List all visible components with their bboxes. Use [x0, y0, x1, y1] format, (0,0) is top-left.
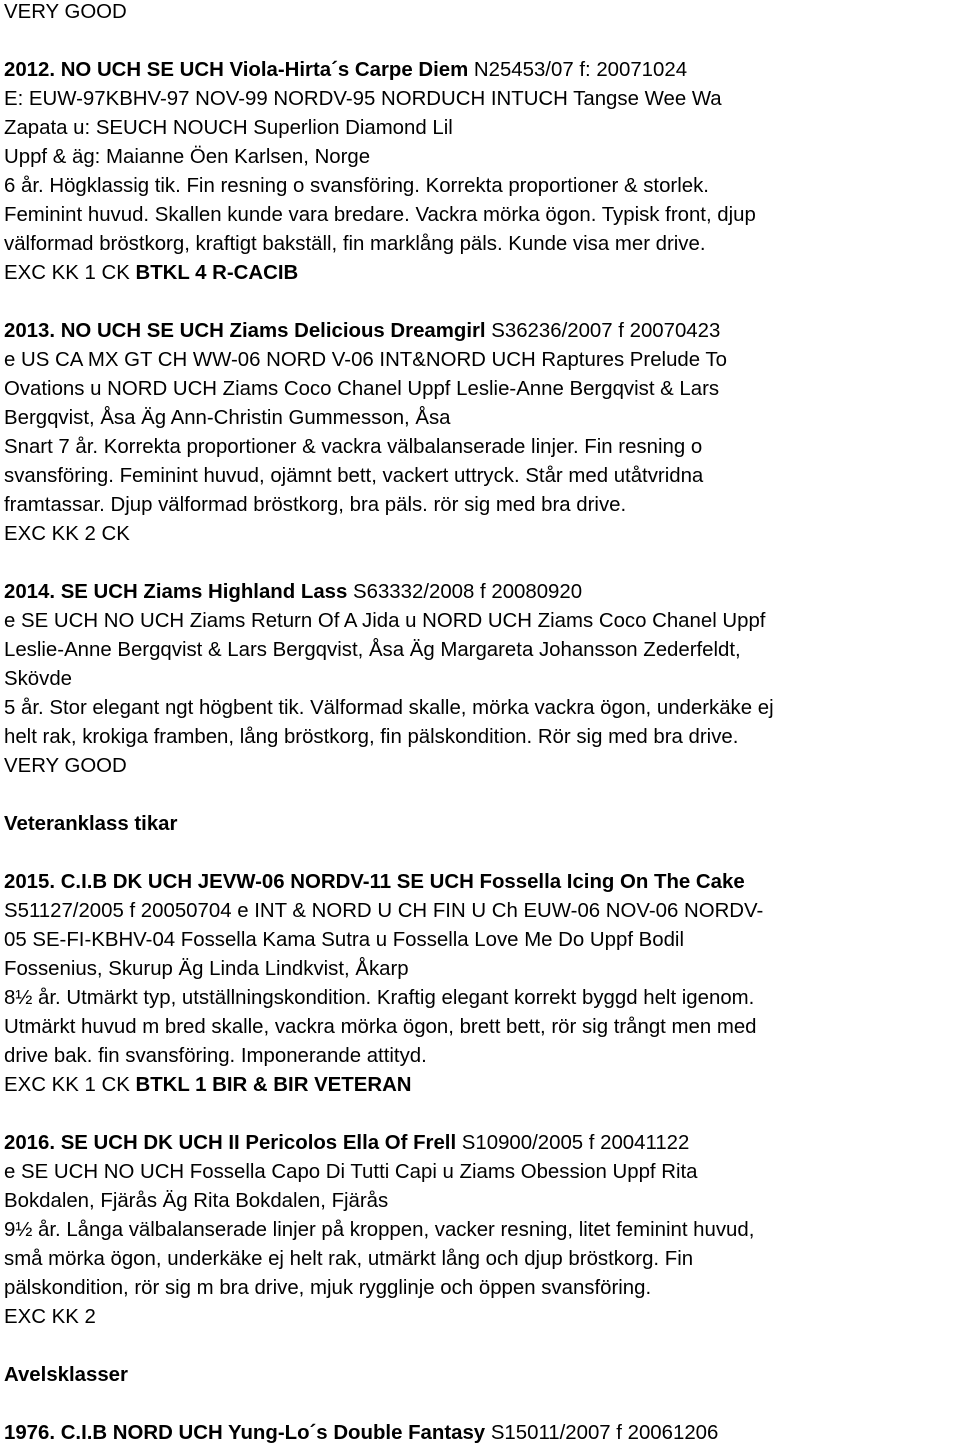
text-segment: e SE UCH NO UCH Fossella Capo Di Tutti Capi u Ziams Obession Uppf Rita [4, 1161, 698, 1183]
text-segment: S36236/2007 f 20070423 [485, 320, 721, 342]
text-segment: Bergqvist, Åsa Äg Ann-Christin Gummesson, Åsa [4, 407, 451, 429]
text-line [4, 897, 958, 926]
text-segment: EXC KK 1 CK [4, 1074, 136, 1096]
bold-text: 2014. SE UCH Ziams Highland Lass [4, 581, 348, 603]
text-line [4, 230, 958, 259]
text-segment: EXC KK 2 CK [4, 523, 130, 545]
text-line [4, 752, 958, 781]
entry-2012 [4, 56, 958, 288]
text-segment: EXC KK 2 [4, 1306, 96, 1328]
text-line [4, 259, 958, 288]
text-segment: små mörka ögon, underkäke ej helt rak, utmärkt lång och djup bröstkorg. Fin [4, 1248, 694, 1270]
bold-text: Veteranklass tikar [4, 813, 178, 835]
text-segment: framtassar. Djup välformad bröstkorg, bra päls. rör sig med bra drive. [4, 494, 627, 516]
text-line [4, 1042, 958, 1071]
text-line [4, 665, 958, 694]
text-segment: VERY GOOD [4, 1, 127, 23]
paragraph-gap [4, 288, 958, 317]
entry-2016 [4, 1129, 958, 1332]
text-line [4, 1274, 958, 1303]
text-segment: drive bak. fin svansföring. Imponerande attityd. [4, 1045, 427, 1067]
text-segment: Skövde [4, 668, 73, 690]
text-segment: S51127/2005 f 20050704 e INT & NORD U CH FIN U Ch EUW-06 NOV-06 NORDV- [4, 900, 764, 922]
text-line [4, 491, 958, 520]
text-line [4, 1361, 958, 1390]
text-segment: Zapata u: SEUCH NOUCH Superlion Diamond Lil [4, 117, 453, 139]
text-segment: 8½ år. Utmärkt typ, utställningskondition. Kraftig elegant korrekt byggd helt igenom. [4, 987, 755, 1009]
text-line [4, 578, 958, 607]
paragraph-gap [4, 549, 958, 578]
text-segment: S15011/2007 f 20061206 [485, 1422, 719, 1444]
text-segment: Uppf & äg: Maianne Öen Karlsen, Norge [4, 146, 371, 168]
text-segment: 5 år. Stor elegant ngt högbent tik. Välformad skalle, mörka vackra ögon, underkäke ej [4, 697, 774, 719]
text-line [4, 375, 958, 404]
entry-2015 [4, 868, 958, 1100]
text-line [4, 317, 958, 346]
text-segment: VERY GOOD [4, 755, 127, 777]
bold-text: 2013. NO UCH SE UCH Ziams Delicious Dreamgirl [4, 320, 486, 342]
bold-text: Avelsklasser [4, 1364, 128, 1386]
text-line [4, 1216, 958, 1245]
entry-top [4, 0, 958, 27]
text-line [4, 433, 958, 462]
paragraph-gap [4, 1390, 958, 1419]
text-line [4, 56, 958, 85]
text-line [4, 723, 958, 752]
text-line [4, 1245, 958, 1274]
text-segment: Feminint huvud. Skallen kunde vara bredare. Vackra mörka ögon. Typisk front, djup [4, 204, 756, 226]
text-segment: pälskondition, rör sig m bra drive, mjuk rygglinje och öppen svansföring. [4, 1277, 652, 1299]
text-line [4, 172, 958, 201]
bold-text: BTKL 4 R-CACIB [135, 262, 299, 284]
text-segment: 05 SE-FI-KBHV-04 Fossella Kama Sutra u Fossella Love Me Do Uppf Bodil [4, 929, 684, 951]
text-line [4, 810, 958, 839]
text-line [4, 85, 958, 114]
text-line [4, 1071, 958, 1100]
text-line [4, 1419, 958, 1448]
text-line [4, 926, 958, 955]
text-line [4, 520, 958, 549]
entry-1976 [4, 1419, 958, 1448]
entry-2013 [4, 317, 958, 549]
text-line [4, 1129, 958, 1158]
text-line [4, 1158, 958, 1187]
text-segment: Leslie-Anne Bergqvist & Lars Bergqvist, Åsa Äg Margareta Johansson Zederfeldt, [4, 639, 741, 661]
bold-text: 2016. SE UCH DK UCH II Pericolos Ella Of Frell [4, 1132, 457, 1154]
text-line [4, 462, 958, 491]
paragraph-gap [4, 27, 958, 56]
text-segment: Snart 7 år. Korrekta proportioner & vackra välbalanserade linjer. Fin resning o [4, 436, 703, 458]
text-line [4, 346, 958, 375]
bold-text: 2012. NO UCH SE UCH Viola-Hirta´s Carpe Diem [4, 59, 469, 81]
text-segment: e SE UCH NO UCH Ziams Return Of A Jida u NORD UCH Ziams Coco Chanel Uppf [4, 610, 766, 632]
paragraph-gap [4, 1332, 958, 1361]
text-segment: 9½ år. Långa välbalanserade linjer på kroppen, vacker resning, litet feminint huvud, [4, 1219, 755, 1241]
paragraph-gap [4, 839, 958, 868]
bold-text: 1976. C.I.B NORD UCH Yung-Lo´s Double Fantasy [4, 1422, 486, 1444]
text-line [4, 1303, 958, 1332]
text-segment: 6 år. Högklassig tik. Fin resning o svansföring. Korrekta proportioner & storlek. [4, 175, 709, 197]
text-line [4, 201, 958, 230]
entry-veteran-heading [4, 810, 958, 839]
text-segment: svansföring. Feminint huvud, ojämnt bett, vackert uttryck. Står med utåtvridna [4, 465, 704, 487]
text-line [4, 955, 958, 984]
text-line [4, 114, 958, 143]
paragraph-gap [4, 1100, 958, 1129]
paragraph-gap [4, 781, 958, 810]
text-segment: EXC KK 1 CK [4, 262, 136, 284]
text-line [4, 404, 958, 433]
text-line [4, 694, 958, 723]
document-body [4, 0, 958, 1448]
text-segment: Bokdalen, Fjärås Äg Rita Bokdalen, Fjärås [4, 1190, 389, 1212]
text-line [4, 0, 958, 27]
text-segment: S63332/2008 f 20080920 [347, 581, 583, 603]
text-segment: Fossenius, Skurup Äg Linda Lindkvist, Åkarp [4, 958, 409, 980]
text-line [4, 636, 958, 665]
text-line [4, 1187, 958, 1216]
text-line [4, 984, 958, 1013]
text-segment: helt rak, krokiga framben, lång bröstkorg, fin pälskondition. Rör sig med bra drive. [4, 726, 739, 748]
text-segment: välformad bröstkorg, kraftigt bakställ, fin marklång päls. Kunde visa mer drive. [4, 233, 706, 255]
text-segment: E: EUW-97KBHV-97 NOV-99 NORDV-95 NORDUCH INTUCH Tangse Wee Wa [4, 88, 722, 110]
bold-text: 2015. C.I.B DK UCH JEVW-06 NORDV-11 SE UCH Fossella Icing On The Cake [4, 871, 745, 893]
entry-2014 [4, 578, 958, 781]
text-line [4, 868, 958, 897]
text-segment: S10900/2005 f 20041122 [456, 1132, 690, 1154]
text-segment: e US CA MX GT CH WW-06 NORD V-06 INT&NORD UCH Raptures Prelude To [4, 349, 727, 371]
text-segment: Utmärkt huvud m bred skalle, vackra mörka ögon, brett bett, rör sig trångt men med [4, 1016, 757, 1038]
text-line [4, 1013, 958, 1042]
text-segment: Ovations u NORD UCH Ziams Coco Chanel Uppf Leslie-Anne Bergqvist & Lars [4, 378, 720, 400]
bold-text: BTKL 1 BIR & BIR VETERAN [135, 1074, 412, 1096]
entry-avel-heading [4, 1361, 958, 1390]
text-segment: N25453/07 f: 20071024 [468, 59, 688, 81]
text-line [4, 143, 958, 172]
text-line [4, 607, 958, 636]
